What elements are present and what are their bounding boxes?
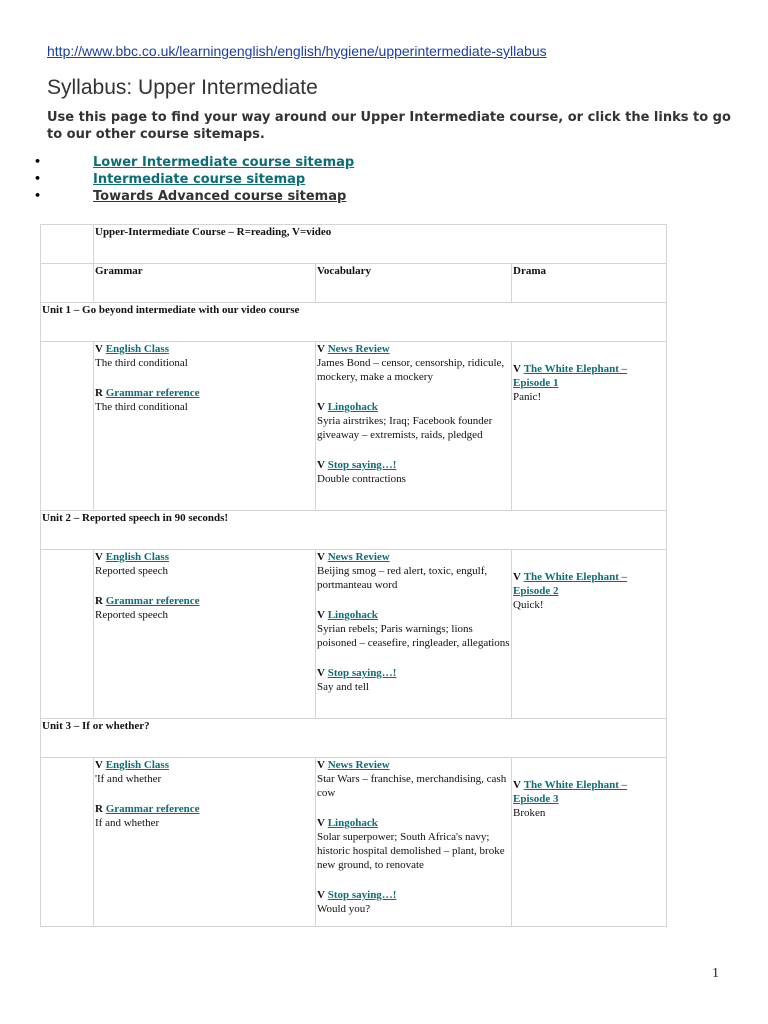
syllabus-table [40,224,667,927]
news-review-link[interactable]: News Review [327,759,390,771]
item-description: Star Wars – franchise, merchandising, cash cow [317,773,507,799]
grammar-reference-link[interactable]: Grammar reference [105,803,200,815]
stop-saying-link[interactable]: Stop saying…! [327,889,397,901]
news-review-link[interactable]: News Review [327,551,390,563]
table-caption-row [41,225,667,264]
news-review-link[interactable]: News Review [327,343,390,355]
video-prefix: V [317,609,325,621]
video-prefix: V [513,779,521,791]
video-prefix: V [95,551,103,563]
stop-saying-link[interactable]: Stop saying…! [327,667,397,679]
column-header-drama: Drama [512,264,667,303]
towards-advanced-sitemap-link[interactable]: Towards Advanced course sitemap [93,189,347,204]
video-prefix: V [317,817,325,829]
page-title: Syllabus: Upper Intermediate [47,76,318,99]
source-url-link[interactable]: http://www.bbc.co.uk/learningenglish/english/hygiene/upperintermediate-syllabus [47,43,547,59]
column-header-grammar: Grammar [94,264,316,303]
reading-prefix: R [95,387,103,399]
item-description: Would you? [317,903,371,915]
item-description: Syrian rebels; Paris warnings; lions poisoned – ceasefire, ringleader, allegations [317,623,510,649]
lingohack-link[interactable]: Lingohack [327,401,378,413]
english-class-link[interactable]: English Class [105,759,169,771]
video-prefix: V [317,551,325,563]
bullet-icon: • [34,172,42,185]
stop-saying-link[interactable]: Stop saying…! [327,459,397,471]
video-prefix: V [317,889,325,901]
item-description: Say and tell [317,681,369,693]
item-description: Double contractions [317,473,406,485]
table-caption: Upper-Intermediate Course – R=reading, V=video [94,225,667,264]
white-elephant-episode-link[interactable]: The White Elephant – Episode 3 [513,779,628,805]
unit-heading: Unit 3 – If or whether? [41,719,667,758]
item-description: Quick! [513,599,544,611]
bullet-icon: • [34,189,42,202]
grammar-reference-link[interactable]: Grammar reference [105,387,200,399]
video-prefix: V [317,667,325,679]
column-header-row [41,264,667,303]
drama-cell [512,550,667,719]
lingohack-link[interactable]: Lingohack [327,609,378,621]
item-description: The third conditional [95,401,188,413]
grammar-cell [94,342,316,511]
table-row [41,758,667,927]
list-item [34,155,355,172]
vocabulary-cell [316,342,512,511]
english-class-link[interactable]: English Class [105,551,169,563]
drama-cell [512,342,667,511]
video-prefix: V [513,363,521,375]
english-class-link[interactable]: English Class [105,343,169,355]
lower-intermediate-sitemap-link[interactable]: Lower Intermediate course sitemap [93,155,355,170]
item-description: Panic! [513,391,542,403]
unit-heading: Unit 2 – Reported speech in 90 seconds! [41,511,667,550]
item-description: Broken [513,807,546,819]
grammar-reference-link[interactable]: Grammar reference [105,595,200,607]
item-description: Reported speech [95,609,168,621]
column-header-vocabulary: Vocabulary [316,264,512,303]
intermediate-sitemap-link[interactable]: Intermediate course sitemap [93,172,306,187]
bullet-icon: • [34,155,42,168]
unit-heading-row [41,511,667,550]
page-number: 1 [712,966,719,981]
grammar-cell [94,758,316,927]
table-row [41,550,667,719]
vocabulary-cell [316,550,512,719]
reading-prefix: R [95,595,103,607]
video-prefix: V [317,759,325,771]
item-description: James Bond – censor, censorship, ridicule, mockery, make a mockery [317,357,505,383]
intro-text: Use this page to find your way around our Upper Intermediate course, or click the links to go to our other course sitemaps. [47,110,731,142]
item-description: Beijing smog – red alert, toxic, engulf, portmanteau word [317,565,488,591]
video-prefix: V [95,343,103,355]
video-prefix: V [513,571,521,583]
unit-heading-row [41,719,667,758]
item-description: Solar superpower; South Africa's navy; historic hospital demolished – plant, broke new ground, to renovate [317,831,505,871]
list-item [34,189,354,206]
video-prefix: V [317,459,325,471]
grammar-cell [94,550,316,719]
item-description: 'If and whether [95,773,162,785]
video-prefix: V [95,759,103,771]
unit-heading-row [41,303,667,342]
item-description: If and whether [95,817,160,829]
table-row [41,342,667,511]
white-elephant-episode-link[interactable]: The White Elephant – Episode 1 [513,363,628,389]
drama-cell [512,758,667,927]
lingohack-link[interactable]: Lingohack [327,817,378,829]
unit-heading: Unit 1 – Go beyond intermediate with our video course [41,303,667,342]
vocabulary-cell [316,758,512,927]
sitemap-list [34,155,355,206]
video-prefix: V [317,401,325,413]
list-item [34,172,354,189]
reading-prefix: R [95,803,103,815]
item-description: Reported speech [95,565,168,577]
white-elephant-episode-link[interactable]: The White Elephant – Episode 2 [513,571,628,597]
item-description: The third conditional [95,357,188,369]
item-description: Syria airstrikes; Iraq; Facebook founder giveaway – extremists, raids, pledged [317,415,493,441]
video-prefix: V [317,343,325,355]
